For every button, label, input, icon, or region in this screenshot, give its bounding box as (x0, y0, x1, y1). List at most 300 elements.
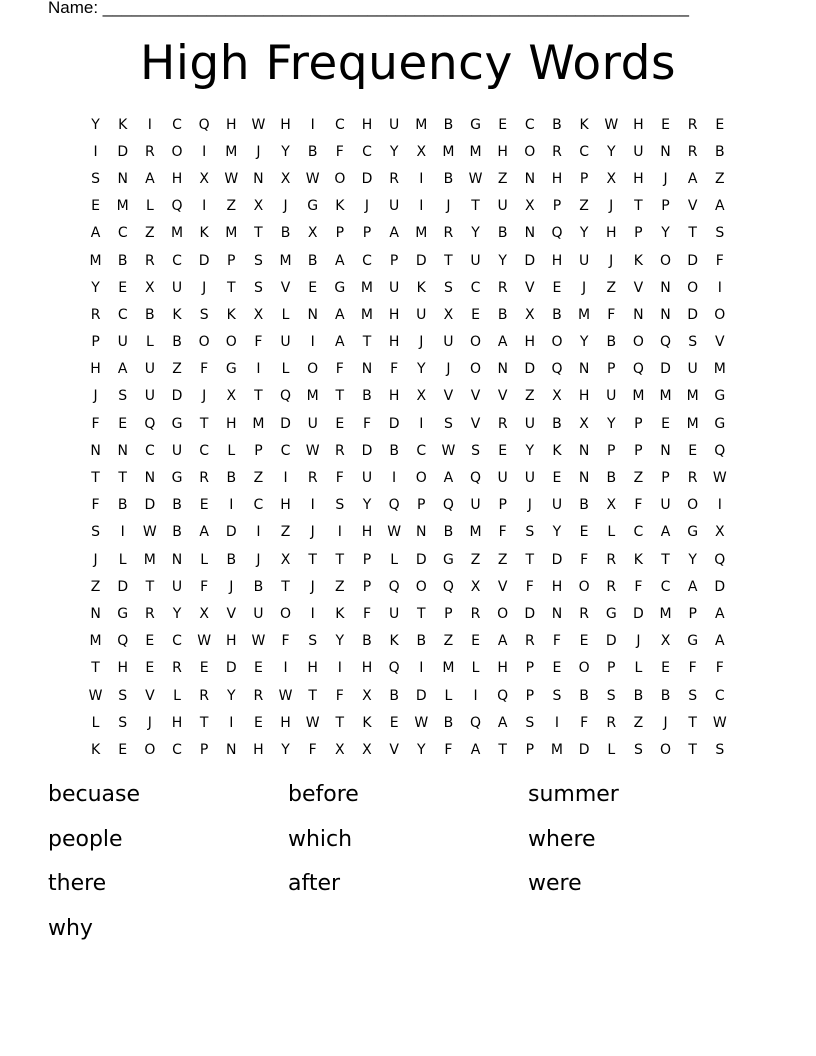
grid-letter: S (688, 334, 698, 351)
grid-letter: G (605, 605, 617, 622)
grid-letter: K (335, 198, 345, 215)
grid-letter: L (200, 551, 209, 568)
grid-letter: S (253, 279, 263, 296)
grid-letter: Y (498, 252, 507, 269)
grid-letter: R (172, 660, 182, 677)
grid-letter: A (715, 198, 725, 215)
grid-letter: R (524, 633, 535, 650)
grid-letter: N (660, 143, 671, 160)
grid-letter: B (552, 306, 562, 323)
grid-letter: A (335, 306, 345, 323)
grid-letter: Y (389, 143, 399, 160)
grid-letter: Q (714, 551, 726, 568)
grid-letter: X (145, 279, 155, 296)
grid-letter: V (715, 334, 725, 351)
grid-letter: S (199, 306, 209, 323)
grid-letter: H (171, 170, 183, 187)
grid-letter: T (254, 388, 263, 405)
grid-letter: U (388, 605, 400, 622)
grid-letter: A (199, 524, 209, 541)
grid-letter: N (524, 225, 536, 242)
grid-letter: W (468, 170, 483, 187)
grid-letter: U (171, 578, 183, 595)
grid-letter: E (552, 279, 562, 296)
grid-letter: F (634, 497, 643, 514)
grid-letter: E (145, 660, 155, 677)
grid-letter: E (498, 116, 508, 133)
grid-letter: K (90, 741, 101, 758)
grid-letter: E (253, 660, 263, 677)
grid-letter: J (364, 198, 370, 215)
grid-letter: S (715, 741, 725, 758)
grid-letter: U (361, 470, 373, 487)
grid-letter: N (117, 442, 128, 459)
grid-letter: J (582, 279, 587, 296)
grid-letter: J (663, 170, 668, 187)
grid-letter: S (335, 497, 345, 514)
grid-letter: S (118, 714, 128, 731)
grid-letter: H (633, 116, 644, 133)
grid-letter: C (633, 524, 644, 541)
grid-letter: O (307, 361, 319, 378)
grid-letter: A (660, 524, 671, 541)
grid-letter: M (360, 306, 374, 323)
grid-letter: F (281, 633, 290, 650)
grid-letter: M (578, 306, 591, 323)
grid-letter: U (388, 116, 400, 133)
grid-letter: L (145, 334, 154, 351)
grid-letter: E (308, 279, 318, 296)
grid-letter: X (253, 198, 264, 215)
grid-letter: I (283, 470, 288, 487)
grid-letter: B (633, 687, 644, 704)
grid-letter: I (717, 497, 722, 514)
grid-letter: I (202, 143, 207, 160)
grid-letter: P (417, 497, 426, 514)
grid-letter: J (93, 388, 98, 405)
grid-letter: R (253, 687, 264, 704)
grid-letter: J (147, 714, 152, 731)
grid-letter: B (552, 116, 562, 133)
grid-letter: D (714, 578, 726, 595)
grid-letter: M (550, 741, 563, 758)
grid-letter: Q (442, 497, 454, 514)
grid-letter: Q (470, 714, 482, 731)
grid-letter: Y (281, 741, 290, 758)
grid-letter: O (524, 143, 536, 160)
grid-letter: H (361, 524, 373, 541)
grid-letter: T (281, 578, 290, 595)
grid-letter: F (335, 143, 344, 160)
grid-letter: D (415, 687, 427, 704)
grid-letter: R (199, 687, 209, 704)
grid-letter: K (335, 605, 345, 622)
grid-letter: O (144, 741, 156, 758)
grid-letter: E (661, 116, 670, 133)
grid-letter: E (661, 660, 670, 677)
grid-letter: Y (362, 497, 372, 514)
grid-letter: S (443, 279, 453, 296)
grid-letter: P (389, 252, 399, 269)
grid-letter: E (715, 116, 725, 133)
grid-letter: B (443, 714, 454, 731)
grid-letter: M (225, 225, 238, 242)
grid-letter: Q (144, 415, 156, 432)
grid-letter: K (226, 306, 236, 323)
grid-letter: R (497, 279, 508, 296)
grid-letter: V (389, 741, 399, 758)
grid-letter: D (660, 361, 671, 378)
grid-letter: J (229, 578, 234, 595)
grid-letter: S (471, 442, 480, 459)
grid-letter: C (524, 116, 535, 133)
grid-letter: M (659, 605, 672, 622)
grid-letter: L (281, 361, 290, 378)
grid-letter: T (471, 198, 480, 215)
grid-letter: V (280, 279, 291, 296)
grid-letter: P (634, 442, 643, 459)
grid-letter: W (604, 116, 619, 133)
grid-letter: D (225, 660, 237, 677)
grid-letter: M (659, 388, 672, 405)
grid-letter: A (389, 225, 399, 242)
grid-letter: X (443, 306, 454, 323)
grid-letter: T (145, 578, 155, 595)
grid-letter: R (144, 143, 155, 160)
grid-letter: S (715, 225, 725, 242)
grid-letter: Z (335, 578, 345, 595)
grid-letter: G (334, 279, 346, 296)
grid-letter: Z (90, 578, 101, 595)
grid-letter: M (143, 551, 156, 568)
grid-letter: T (335, 388, 345, 405)
grid-letter: K (633, 252, 643, 269)
grid-letter: Q (470, 470, 482, 487)
grid-letter: Y (552, 524, 562, 541)
grid-letter: K (633, 551, 643, 568)
word-bank-item: before (288, 782, 359, 807)
grid-letter: V (687, 198, 698, 215)
grid-letter: T (226, 279, 236, 296)
grid-letter: X (606, 497, 617, 514)
grid-letter: A (497, 714, 508, 731)
grid-letter: S (253, 252, 263, 269)
grid-letter: W (224, 170, 239, 187)
grid-letter: F (335, 687, 344, 704)
grid-letter: Y (172, 605, 182, 622)
grid-letter: C (280, 442, 291, 459)
grid-letter: F (688, 660, 697, 677)
grid-letter: I (147, 116, 152, 133)
grid-letter: K (389, 633, 399, 650)
grid-letter: I (419, 198, 424, 215)
grid-letter: W (251, 116, 266, 133)
grid-letter: O (660, 252, 672, 269)
grid-letter: D (117, 578, 129, 595)
grid-letter: W (414, 714, 429, 731)
grid-letter: N (578, 442, 590, 459)
grid-letter: F (200, 361, 209, 378)
grid-letter: N (416, 524, 427, 541)
grid-letter: A (470, 741, 481, 758)
grid-letter: T (308, 687, 317, 704)
grid-letter: Y (416, 741, 426, 758)
grid-letter: X (362, 741, 372, 758)
grid-letter: F (607, 306, 616, 323)
grid-letter: I (256, 524, 261, 541)
grid-letter: G (714, 415, 726, 432)
grid-letter: U (606, 388, 617, 405)
grid-letter: W (88, 687, 103, 704)
grid-letter: L (91, 714, 100, 731)
grid-letter: O (687, 497, 699, 514)
grid-letter: X (199, 605, 209, 622)
grid-letter: D (415, 551, 427, 568)
grid-letter: Z (253, 470, 264, 487)
grid-letter: C (334, 116, 345, 133)
grid-letter: W (278, 687, 293, 704)
grid-letter: A (443, 470, 454, 487)
grid-letter: C (470, 279, 481, 296)
grid-letter: Y (226, 687, 236, 704)
grid-letter: H (226, 633, 237, 650)
grid-letter: J (256, 143, 261, 160)
grid-letter: Q (551, 225, 563, 242)
word-bank-item: people (48, 826, 123, 852)
grid-letter: F (390, 361, 399, 378)
grid-letter: L (471, 660, 480, 677)
grid-letter: W (441, 442, 456, 459)
grid-letter: T (362, 334, 372, 351)
grid-letter: H (226, 116, 237, 133)
grid-letter: V (443, 388, 454, 405)
grid-letter: D (388, 415, 400, 432)
grid-letter: H (90, 361, 101, 378)
grid-letter: T (91, 660, 100, 677)
grid-letter: X (226, 388, 237, 405)
grid-letter: W (305, 714, 320, 731)
grid-letter: U (687, 361, 698, 378)
grid-letter: B (497, 306, 508, 323)
grid-letter: T (688, 714, 697, 731)
grid-letter: P (362, 578, 372, 595)
grid-letter: E (661, 415, 670, 432)
grid-letter: D (361, 170, 373, 187)
grid-letter: M (686, 388, 699, 405)
grid-letter: B (253, 578, 264, 595)
grid-letter: N (660, 279, 671, 296)
grid-letter: M (713, 361, 726, 378)
grid-letter: E (199, 660, 209, 677)
grid-letter: C (172, 252, 182, 269)
grid-letter: D (144, 497, 156, 514)
grid-letter: M (360, 279, 374, 296)
grid-letter: V (470, 388, 481, 405)
grid-letter: D (605, 633, 617, 650)
grid-letter: Y (606, 415, 616, 432)
word-bank-item: after (288, 871, 341, 896)
grid-letter: P (607, 442, 616, 459)
grid-letter: N (226, 741, 237, 758)
grid-letter: I (283, 660, 288, 677)
grid-letter: X (253, 306, 264, 323)
grid-letter: Y (91, 116, 100, 133)
grid-letter: S (633, 741, 643, 758)
grid-letter: D (225, 524, 237, 541)
grid-letter: U (497, 470, 508, 487)
grid-letter: Y (525, 442, 535, 459)
grid-letter: W (305, 170, 320, 187)
grid-letter: F (254, 334, 263, 351)
grid-letter: K (118, 116, 128, 133)
grid-letter: Q (632, 361, 644, 378)
grid-letter: H (117, 660, 128, 677)
grid-letter: N (144, 470, 156, 487)
grid-letter: E (552, 470, 562, 487)
grid-letter: F (200, 578, 209, 595)
grid-letter: D (198, 252, 210, 269)
grid-letter: F (335, 470, 344, 487)
grid-letter: P (525, 741, 535, 758)
grid-letter: U (307, 415, 318, 432)
grid-letter: D (117, 143, 129, 160)
grid-letter: Y (606, 143, 616, 160)
grid-letter: Z (172, 361, 182, 378)
grid-letter: X (362, 687, 372, 704)
grid-letter: L (118, 551, 127, 568)
grid-letter: J (93, 551, 98, 568)
grid-letter: M (469, 143, 482, 160)
grid-letter: Y (579, 225, 589, 242)
grid-letter: E (552, 660, 562, 677)
grid-letter: J (663, 714, 668, 731)
grid-letter: F (634, 578, 643, 595)
grid-letter: O (551, 334, 563, 351)
grid-letter: U (280, 334, 291, 351)
grid-letter: H (280, 116, 291, 133)
grid-letter: T (444, 252, 453, 269)
grid-letter: M (442, 143, 455, 160)
grid-letter: L (173, 687, 181, 704)
grid-letter: B (579, 687, 589, 704)
grid-letter: T (118, 470, 127, 487)
grid-letter: B (389, 687, 399, 704)
grid-letter: N (524, 170, 536, 187)
grid-letter: Q (198, 116, 210, 133)
grid-letter: B (172, 497, 182, 514)
grid-letter: B (443, 524, 454, 541)
grid-letter: P (607, 361, 616, 378)
grid-letter: M (469, 524, 482, 541)
grid-letter: H (361, 660, 373, 677)
grid-letter: X (470, 578, 481, 595)
grid-letter: F (715, 252, 724, 269)
grid-letter: J (419, 334, 424, 351)
grid-letter: H (253, 741, 264, 758)
grid-letter: B (362, 633, 372, 650)
grid-letter: Q (117, 633, 129, 650)
grid-letter: P (199, 741, 209, 758)
grid-letter: P (444, 605, 453, 622)
grid-letter: X (335, 741, 345, 758)
grid-letter: N (90, 605, 101, 622)
grid-letter: I (419, 415, 424, 432)
grid-letter: L (227, 442, 236, 459)
grid-letter: F (91, 415, 100, 432)
grid-letter: B (497, 225, 508, 242)
grid-letter: A (90, 225, 101, 242)
grid-letter: N (551, 605, 563, 622)
grid-letter: P (607, 660, 616, 677)
grid-letter: B (226, 470, 237, 487)
grid-letter: K (579, 116, 589, 133)
grid-letter: N (307, 306, 318, 323)
grid-letter: R (90, 306, 101, 323)
grid-letter: D (524, 605, 536, 622)
grid-letter: H (388, 334, 400, 351)
word-bank-item: there (48, 871, 107, 896)
grid-letter: H (605, 225, 617, 242)
grid-letter: Y (281, 143, 290, 160)
grid-letter: L (634, 660, 643, 677)
grid-letter: P (688, 605, 697, 622)
grid-letter: X (307, 225, 318, 242)
name-field-label: Name: ______________________________________________________________ (48, 0, 689, 17)
grid-letter: M (686, 415, 699, 432)
grid-letter: R (606, 578, 617, 595)
grid-letter: O (225, 334, 237, 351)
grid-letter: S (688, 687, 698, 704)
grid-letter: P (362, 551, 372, 568)
grid-letter: Z (226, 198, 237, 215)
grid-letter: D (361, 442, 373, 459)
grid-letter: F (498, 524, 507, 541)
grid-letter: M (170, 225, 184, 242)
grid-letter: O (578, 578, 590, 595)
grid-letter: B (443, 170, 454, 187)
grid-letter: J (609, 198, 614, 215)
grid-letter: Q (442, 578, 454, 595)
grid-letter: C (199, 442, 210, 459)
grid-letter: X (525, 306, 535, 323)
grid-letter: U (144, 388, 155, 405)
grid-letter: S (308, 633, 318, 650)
grid-letter: C (362, 143, 372, 160)
grid-letter: Y (91, 279, 100, 296)
grid-letter: W (712, 714, 727, 731)
grid-letter: V (525, 279, 535, 296)
grid-letter: C (579, 143, 589, 160)
grid-letter: J (310, 578, 315, 595)
grid-letter: Q (388, 660, 400, 677)
grid-letter: T (308, 551, 317, 568)
grid-letter: N (171, 551, 183, 568)
grid-letter: L (390, 551, 399, 568)
grid-letter: X (606, 170, 617, 187)
grid-letter: I (419, 660, 424, 677)
grid-letter: S (525, 524, 535, 541)
grid-letter: M (116, 198, 129, 215)
grid-letter: R (687, 116, 698, 133)
grid-letter: X (525, 198, 535, 215)
grid-letter: I (120, 524, 125, 541)
grid-letter: G (687, 633, 699, 650)
grid-letter: O (334, 170, 346, 187)
grid-letter: S (91, 170, 101, 187)
grid-letter: T (199, 415, 209, 432)
grid-letter: C (714, 687, 725, 704)
grid-letter: B (606, 470, 617, 487)
